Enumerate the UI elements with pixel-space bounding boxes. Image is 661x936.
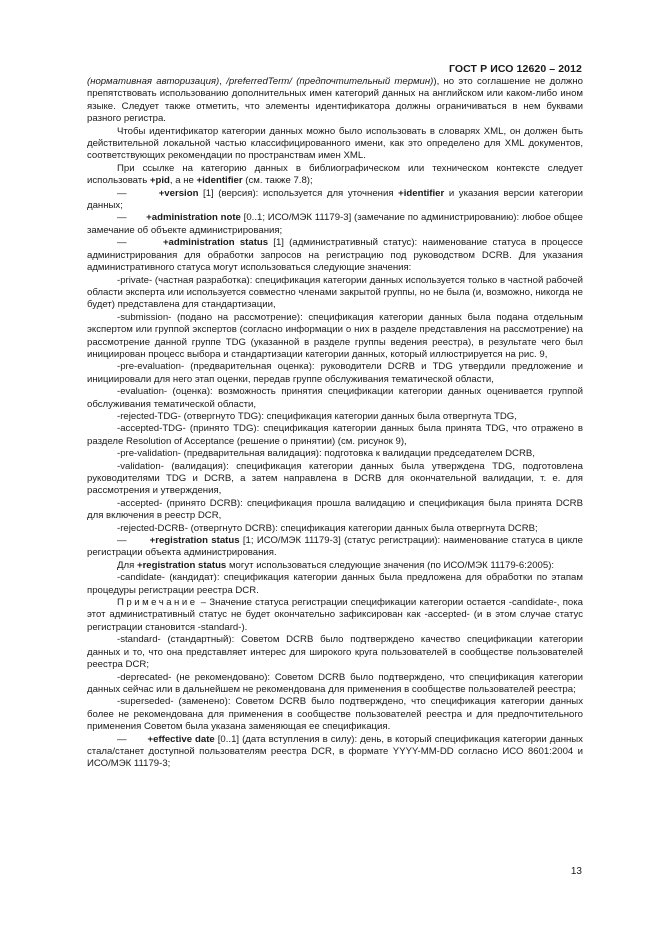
paragraph: -validation- (валидация): спецификация категории данных была утверждена TDG, подготовлена руководителями TDG и DCRB, а затем направлена в DCRB для окончательной валидации, т. е. для рассмотрения и утверждения, (87, 460, 583, 497)
paragraph: Чтобы идентификатор категории данных можно было использовать в словарях XML, он должен быть действительной локальной частью классифицированного имени, как это определено для XML документов, соответствующих рекомендации по пространствам имен XML. (87, 125, 583, 162)
paragraph: -pre-evaluation- (предварительная оценка): руководители DCRB и TDG утвердили предложение и инициировали для него этап оценки, передав группе обслуживания тематической области, (87, 361, 583, 385)
page-number: 13 (570, 866, 582, 877)
paragraph: -evaluation- (оценка): возможность принятия спецификации категории данных оценивается группой обслуживания тематической области, (87, 386, 583, 410)
paragraph: -pre-validation- (предварительная валидация): подготовка к валидации председателем DCRB, (117, 448, 535, 460)
paragraph: -rejected-TDG- (отвергнуто TDG): спецификация категории данных была отвергнута TDG, (117, 410, 517, 422)
paragraph: (нормативная авторизация), /preferredTerm/ (предпочтительный термин)), но это соглашение не должно препятствовать использованию дополнительных имен категорий данных на английском или каком-либо ином языке. Следует также отметить, что элементы идентификатора должны ограничиваться в нем буквами разного регистра. (87, 76, 583, 125)
paragraph: -accepted- (принято DCRB): спецификация прошла валидацию и спецификация была принята DCRB для включения в реестр DCR, (87, 497, 583, 522)
paragraph: Для +registration status могут использоваться следующие значения (по ИСО/МЭК 11179-6:2005): (117, 559, 555, 571)
paragraph: — +administration status [1] (административный статус): наименование статуса в процессе администрирования для обработки запросов на регистрацию под руководством DCRB. Для указания административного статуса могут использоваться следующие значения: (87, 237, 583, 274)
document-header: ГОСТ Р ИСО 12620 – 2012 (448, 63, 582, 75)
paragraph: -candidate- (кандидат): спецификация категории данных была предложена для обработки по этапам процедуры регистрации реестра DCR. (87, 572, 583, 596)
paragraph: -accepted-TDG- (принято TDG): спецификация категории данных была принята TDG, что отражено в разделе Resolution of Acceptance (решение о принятии) (см. рисунок 9), (87, 423, 583, 447)
paragraph: -private- (частная разработка): спецификация категории данных используется только в частной рабочей области эксперта или используется совместно членами закрытой группы, но не была (и, возможно, никогда не будет) представлена для стандартизации, (87, 274, 583, 311)
paragraph: -submission- (подано на рассмотрение): спецификация категории данных была подана отдельным экспертом или группой экспертов (согласно информации о них в разделе представления на рассмотрение) на рассмотрение данной группе TDG (указанной в разделе группы ведения реестра), в результате чего был инициирован процесс выбора и стандартизации категории данных, который иллюстрируется на рис. 9, (87, 311, 583, 360)
paragraph: При ссылке на категорию данных в библиографическом или техническом контексте следует использовать +pid, а не +identifier (см. также 7.8); (87, 162, 583, 187)
paragraph: — +registration status [1; ИСО/МЭК 11179-3] (статус регистрации): наименование статуса в цикле регистрации объекта администрирования. (87, 535, 583, 559)
paragraph: Примечание – Значение статуса регистрации спецификации категории остается -candidate-, пока этот административный статус не будет окончательно зафиксирован как -accepted- (и в этом случае статус регистрации становится -standard-). (87, 597, 583, 633)
paragraph: — +version [1] (версия): используется для уточнения +identifier и указания версии категории данных; (87, 187, 583, 212)
paragraph: -deprecated- (не рекомендовано): Советом DCRB было подтверждено, что спецификация категории данных сейчас или в дальнейшем не рекомендована для применения в сообществе пользователей реестра; (87, 671, 583, 695)
document-body (87, 76, 583, 771)
paragraph: -superseded- (заменено): Советом DCRB было подтверждено, что спецификация категории данных более не рекомендована для применения в сообществе пользователей реестра и для предпочтительного применения Советом была указана заменяющая ее спецификация. (87, 696, 583, 733)
paragraph: -standard- (стандартный): Советом DCRB было подтверждено качество спецификации категории данных и то, что она представляет интерес для широкого круга пользователей в сообществе пользователей реестра DCR; (87, 634, 583, 671)
paragraph: — +administration note [0..1; ИСО/МЭК 11179-3] (замечание по администрированию): любое общее замечание об объекте администрирования; (87, 212, 583, 236)
paragraph: -rejected-DCRB- (отвергнуто DCRB): спецификация категории данных была отвергнута DCRB; (117, 522, 538, 534)
paragraph: — +effective date [0..1] (дата вступления в силу): день, в который спецификация категории данных стала/станет доступной пользователям реестра DCR, в формате YYYY-MM-DD согласно ИСО 8601:2004 и ИСО/МЭК 11179-3; (87, 733, 583, 770)
